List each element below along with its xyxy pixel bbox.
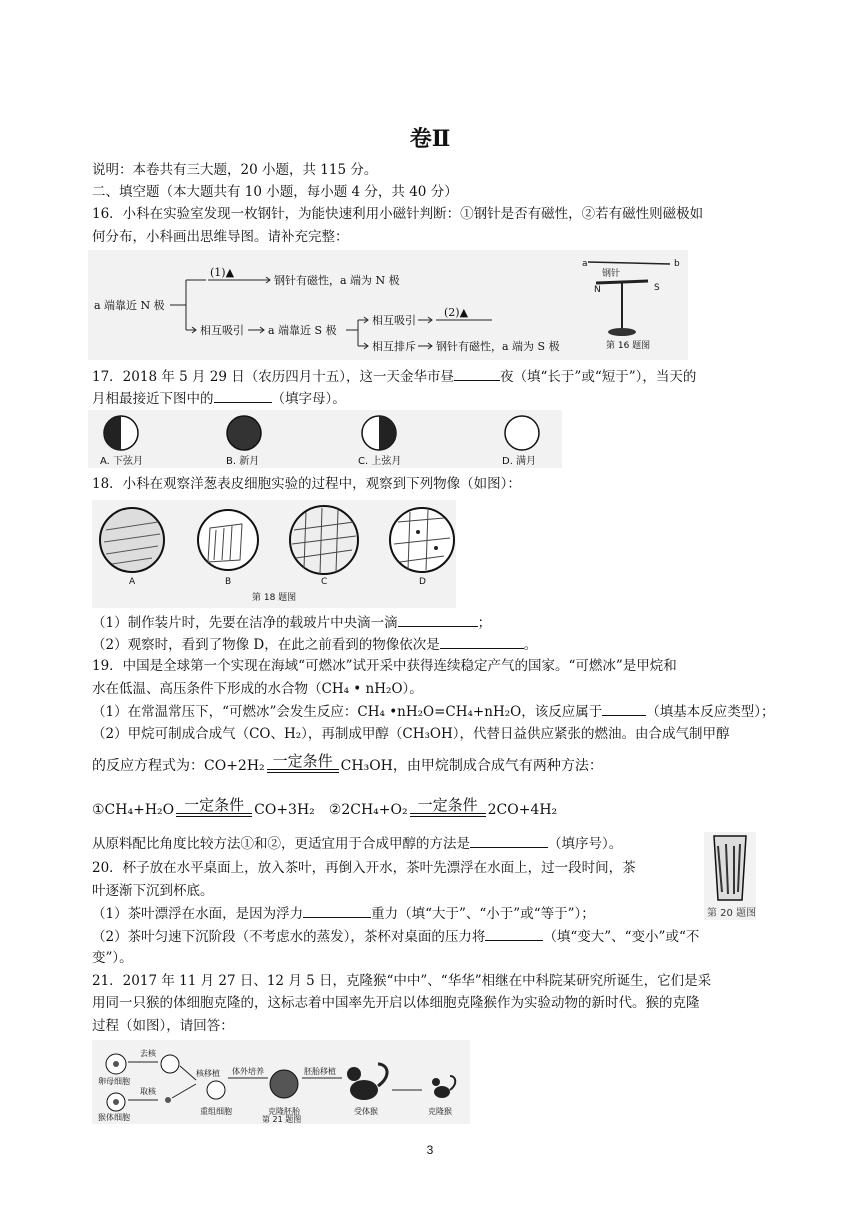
- fig16-label-n: N: [594, 285, 601, 295]
- q19-sub1-end: （填基本反应类型）；: [646, 704, 775, 720]
- fig16-label-a: a: [582, 259, 588, 269]
- fig16-label-b: b: [674, 259, 680, 269]
- q21-cloning-diagram: [92, 1040, 470, 1124]
- fig21-remove-nucleus: 去核: [140, 1049, 156, 1058]
- q18-sub1-end: ；: [477, 615, 492, 631]
- cell-view-a-icon: [100, 508, 164, 572]
- q21-line1: 21．2017 年 11 月 27 日、12 月 5 日，克隆猴“中中”、“华华”相继在中科院某研究所诞生，它们是采: [92, 973, 712, 989]
- page-title: 卷Ⅱ: [409, 126, 451, 152]
- q19-sub2: （2）甲烷可制成合成气（CO、H₂），再制成甲醇（CH₃OH），代替日益供应紧张的燃油。由合成气制甲醇: [92, 726, 730, 742]
- cell-view-b-icon: [198, 510, 258, 570]
- q21-line3: 过程（如图），请回答：: [92, 1018, 234, 1034]
- q18-cell-images: [92, 500, 456, 608]
- fig21-culture: 体外培养: [232, 1067, 264, 1076]
- cell-label-c: C: [321, 577, 328, 587]
- map-root: a 端靠近 N 极: [94, 299, 165, 312]
- moon-option-a: A. 下弦月: [100, 456, 144, 467]
- condition-arrow: [408, 797, 488, 817]
- moon-c-icon: [362, 416, 396, 450]
- q18-sub2-end: 。: [523, 637, 538, 653]
- q19-sub1: [92, 701, 774, 722]
- cell-view-c-icon: [290, 506, 358, 574]
- eq-suffix: CH₃OH，由甲烷制成合成气有两种方法：: [340, 758, 603, 774]
- map-repel: 相互排斥: [372, 340, 416, 353]
- fig21-recipient: 受体猴: [354, 1107, 378, 1116]
- condition-arrow: [265, 753, 341, 773]
- method1-left: ①CH₄+H₂O: [92, 802, 175, 818]
- q20-sub2-text: （2）茶叶匀速下沉阶段（不考虑水的蒸发），茶杯对桌面的压力将: [92, 929, 486, 945]
- q19-line1: 19．中国是全球第一个实现在海域“可燃冰”试开采中获得连续稳定产气的国家。“可燃冰”是甲烷和: [92, 658, 677, 674]
- q17-moon-phases: [88, 410, 562, 468]
- answer-blank: [303, 903, 371, 918]
- q17-line2: [92, 388, 346, 409]
- q19-line2: 水在低温、高压条件下形成的水合物（CH₄ • nH₂O）。: [92, 681, 423, 697]
- instructions: 说明：本卷共有三大题，20 小题，共 115 分。: [92, 162, 378, 178]
- fig16-caption: 第 16 题图: [606, 341, 651, 351]
- q21-line2: 用同一只猴的体细胞克隆的，这标志着中国率先开启以体细胞克隆猴作为实验动物的新时代。猴的克隆: [92, 995, 700, 1011]
- moon-option-d: D. 满月: [502, 456, 537, 467]
- condition-text: 一定条件: [272, 752, 333, 770]
- answer-blank: [454, 366, 500, 381]
- moon-option-b: B. 新月: [226, 456, 260, 467]
- answer-blank: [470, 833, 548, 848]
- q18-sub2: [92, 634, 537, 655]
- fig16-needle-label: 钢针: [602, 269, 621, 279]
- answer-blank: [440, 634, 524, 649]
- section-heading: 二、填空题（本大题共有 10 小题，每小题 4 分，共 40 分）: [92, 184, 458, 200]
- page-number: 3: [426, 1143, 434, 1157]
- moon-a-icon: [104, 416, 138, 450]
- q17-text-a: 17．2018 年 5 月 29 日（农历四月十五），这一天金华市昼: [92, 369, 455, 385]
- q17-text-d: （填字母）。: [271, 391, 346, 407]
- map-branch2: (2)▲: [444, 306, 469, 319]
- fig21-caption: 第 21 题图: [262, 1115, 302, 1124]
- answer-blank: [602, 701, 646, 716]
- q20-sub1-text: （1）茶叶漂浮在水面，是因为浮力: [92, 906, 304, 922]
- q20-sub1: [92, 903, 595, 924]
- map-attract2: 相互吸引: [372, 314, 416, 327]
- q16-line2: 何分布，小科画出思维导图。请补充完整：: [92, 229, 349, 245]
- q18-line1: 18．小科在观察洋葱表皮细胞实验的过程中，观察到下列物像（如图）：: [92, 476, 521, 492]
- cell-view-d-icon: [390, 508, 454, 572]
- eq-prefix: 的反应方程式为：CO+2H₂: [92, 758, 265, 774]
- q20-sub2-end: （填“变大”、“变小”或“不: [543, 929, 700, 945]
- map-branch1: (1)▲: [210, 266, 235, 279]
- q18-sub1-text: （1）制作装片时，先要在洁净的载玻片中央滴一滴: [92, 615, 398, 631]
- map-near-s: a 端靠近 S 极: [268, 324, 337, 337]
- answer-blank: [398, 612, 478, 627]
- q19-last: [92, 833, 622, 854]
- cell-label-a: A: [129, 577, 136, 587]
- fig20-caption: 第 20 题图: [707, 908, 756, 919]
- q17-text-c: 月相最接近下图中的: [92, 391, 214, 407]
- method1-right: CO+3H₂: [254, 802, 315, 818]
- q19-equation-1: [92, 752, 603, 776]
- fig21-embryo: 克隆胚胎: [268, 1107, 300, 1116]
- moon-option-c: C. 上弦月: [358, 456, 402, 467]
- moon-d-icon: [505, 416, 539, 450]
- map-result1: 钢针有磁性，a 端为 N 极: [274, 274, 400, 287]
- moon-b-icon: [227, 416, 261, 450]
- q19-last-text: 从原料配比角度比较方法①和②，更适宜用于合成甲醇的方法是: [92, 836, 470, 852]
- q17-line1: [92, 366, 696, 387]
- map-result2: 钢针有磁性，a 端为 S 极: [436, 340, 560, 353]
- q20-line1: 20．杯子放在水平桌面上，放入茶叶，再倒入开水，茶叶先漂浮在水面上，过一段时间，茶: [92, 860, 636, 876]
- cell-label-d: D: [419, 577, 426, 587]
- condition-arrow: [174, 797, 254, 817]
- q16-line1: 16．小科在实验室发现一枚钢针，为能快速利用小磁针判断：①钢针是否有磁性，②若有磁性则磁极如: [92, 206, 704, 222]
- method2-right: 2CO+4H₂: [487, 802, 558, 818]
- fig21-embryo-transfer: 胚胎移植: [304, 1067, 336, 1076]
- cell-label-b: B: [225, 577, 232, 587]
- fig21-egg: 卵母细胞: [98, 1077, 130, 1086]
- q19-last-end: （填序号）。: [548, 836, 623, 852]
- answer-blank: [485, 926, 543, 941]
- answer-blank: [214, 388, 272, 403]
- fig18-caption: 第 18 题图: [252, 593, 297, 603]
- q16-mind-map: [88, 250, 688, 360]
- q20-sub2: [92, 926, 699, 947]
- q20-line2: 叶逐渐下沉到杯底。: [92, 883, 214, 899]
- q20-sub2-cont: 变”）。: [92, 950, 133, 966]
- method2-left: ②2CH₄+O₂: [328, 802, 408, 818]
- fig21-body-cell: 猴体细胞: [98, 1113, 130, 1122]
- q18-sub1: [92, 612, 491, 633]
- fig21-recombined: 重组细胞: [200, 1107, 232, 1116]
- map-attract1: 相互吸引: [200, 324, 244, 337]
- fig21-take-nucleus: 取核: [140, 1087, 156, 1096]
- fig16-label-s: S: [654, 283, 660, 293]
- q20-tea-cup-figure: [704, 832, 756, 920]
- q19-methods: [92, 796, 557, 820]
- fig21-transplant: 核移植: [196, 1069, 220, 1078]
- q18-sub2-text: （2）观察时，看到了物像 D，在此之前看到的物像依次是: [92, 637, 440, 653]
- fig21-clone: 克隆猴: [428, 1107, 452, 1116]
- q19-sub1-text: （1）在常温常压下，“可燃冰”会发生反应：CH₄ •nH₂O=CH₄+nH₂O，该反应属于: [92, 704, 603, 720]
- condition-text: 一定条件: [417, 796, 478, 814]
- q17-text-b: 夜（填“长于”或“短于”），当天的: [500, 369, 697, 385]
- condition-text: 一定条件: [184, 796, 245, 814]
- q20-sub1-end: 重力（填“大于”、“小于”或“等于”）；: [371, 906, 595, 922]
